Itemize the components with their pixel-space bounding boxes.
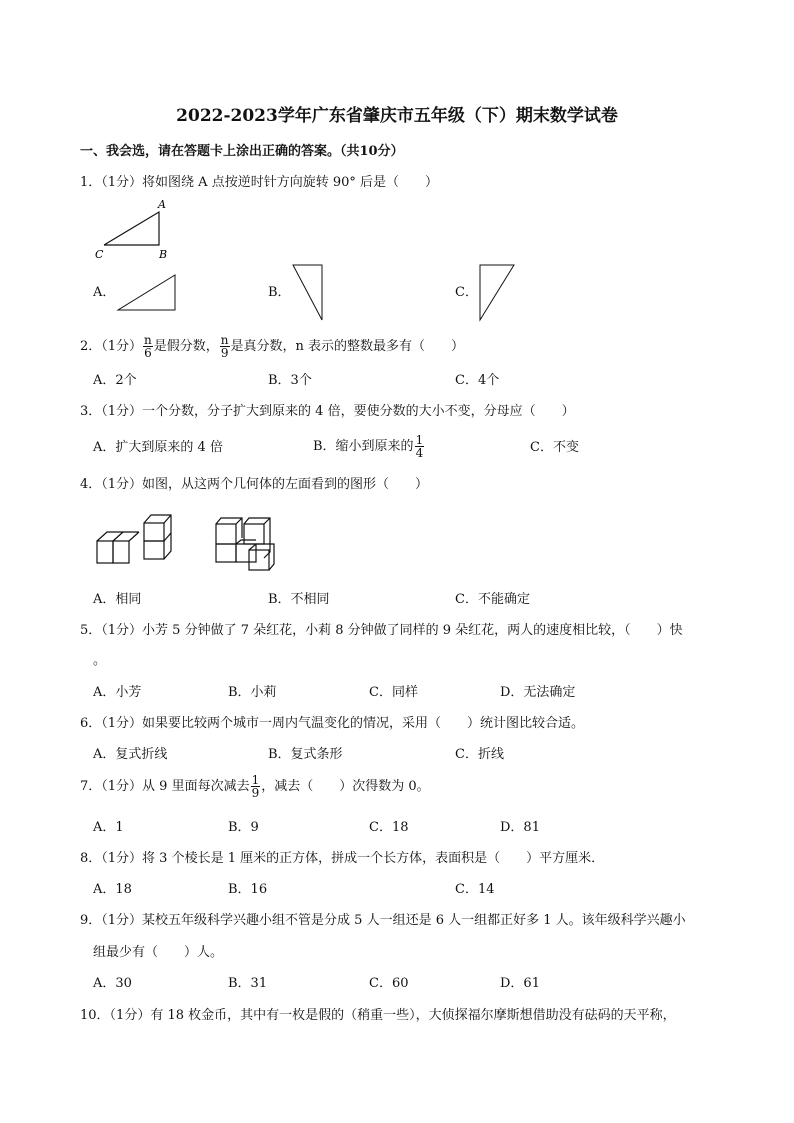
q7-text: 7．（1分）从 9 里面每次减去 [80,779,250,794]
option-b[interactable]: B．9 [228,820,259,835]
option-a[interactable]: A． [93,285,116,300]
svg-text:A: A [158,198,166,211]
option-b[interactable] [313,432,425,462]
option-a-figure [110,270,180,320]
question-8: 8．（1分）将 3 个棱长是 1 厘米的正方体，拼成一个长方体，表面积是（ ）平方厘米． [80,851,605,866]
cube-solids-figure [94,508,294,574]
option-b-figure [286,260,336,322]
option-d[interactable]: D．81 [500,820,540,835]
option-c[interactable]: C．4个 [455,373,500,388]
question-2 [80,334,464,359]
option-a[interactable]: A．扩大到原来的 4 倍 [93,440,223,455]
question-1: 1．（1分）将如图绕 A 点按逆时针方向旋转 90° 后是（ ） [80,175,439,190]
question-5-continued: 。 [93,653,107,668]
question-7 [80,772,430,802]
option-a[interactable]: A．2个 [93,373,137,388]
option-d[interactable]: D．无法确定 [500,685,576,700]
option-b[interactable]: B．31 [228,976,268,991]
option-b-text: B．缩小到原来的 [313,439,414,454]
section-heading: 一、我会选，请在答题卡上涂出正确的答案。（共10分） [80,144,404,159]
option-c[interactable]: C．不变 [530,440,579,455]
option-c-figure [474,260,524,322]
option-c[interactable]: C．同样 [369,685,418,700]
option-c[interactable]: C．折线 [455,747,504,762]
option-a[interactable]: A．小芳 [93,685,142,700]
q2-text: 是假分数， [153,339,219,354]
q7-text: ，减去（ ）次得数为 0。 [261,779,430,794]
option-b[interactable]: B． [268,285,291,300]
question-5: 5．（1分）小芳 5 分钟做了 7 朵红花，小莉 8 分钟做了同样的 9 朵红花，两人的速度相比较，（ ）快 [80,623,683,638]
question-9-continued: 组最少有（ ）人。 [93,945,224,960]
option-c[interactable]: C．不能确定 [455,592,530,607]
page-title: 2022-2023学年广东省肇庆市五年级（下）期末数学试卷 [176,106,618,126]
svg-text:B: B [159,248,168,261]
option-c[interactable]: C．18 [369,820,409,835]
option-a[interactable]: A．复式折线 [93,747,168,762]
option-b[interactable]: B．16 [228,882,268,897]
option-a[interactable]: A．相同 [93,592,142,607]
question-9: 9．（1分）某校五年级科学兴趣小组不管是分成 5 人一组还是 6 人一组都正好多 1 人。该年级科学兴趣小 [80,913,686,928]
fraction: $\frac{1}{9}$ [251,773,260,800]
q2-prefix: 2．（1分） [80,339,143,354]
fraction: $\frac{n}{6}$ [144,333,152,360]
svg-text:C: C [95,248,104,261]
option-c[interactable]: C． [455,285,478,300]
option-c[interactable]: C．14 [455,882,495,897]
fraction: $\frac{n}{9}$ [220,333,229,360]
option-a[interactable]: A．1 [93,820,124,835]
option-a[interactable]: A．30 [93,976,132,991]
question-4: 4．（1分）如图，从这两个几何体的左面看到的图形（ ） [80,477,429,492]
option-a[interactable]: A．18 [93,882,132,897]
triangle-figure [92,198,172,262]
fraction: $\frac{1}{4}$ [415,433,424,460]
option-b[interactable]: B．不相同 [268,592,330,607]
question-3: 3．（1分）一个分数，分子扩大到原来的 4 倍，要使分数的大小不变，分母应（ ） [80,404,575,419]
option-b[interactable]: B．复式条形 [268,747,343,762]
option-b[interactable]: B．3个 [268,373,312,388]
q2-text: 是真分数，n 表示的整数最多有（ ） [230,339,465,354]
question-10: 10．（1分）有 18 枚金币，其中有一枚是假的（稍重一些），大侦探福尔摩斯想借助没有砝码的天平称， [80,1008,676,1023]
question-6: 6．（1分）如果要比较两个城市一周内气温变化的情况，采用（ ）统计图比较合适。 [80,716,585,731]
option-c[interactable]: C．60 [369,976,409,991]
option-d[interactable]: D．61 [500,976,540,991]
option-b[interactable]: B．小莉 [228,685,277,700]
